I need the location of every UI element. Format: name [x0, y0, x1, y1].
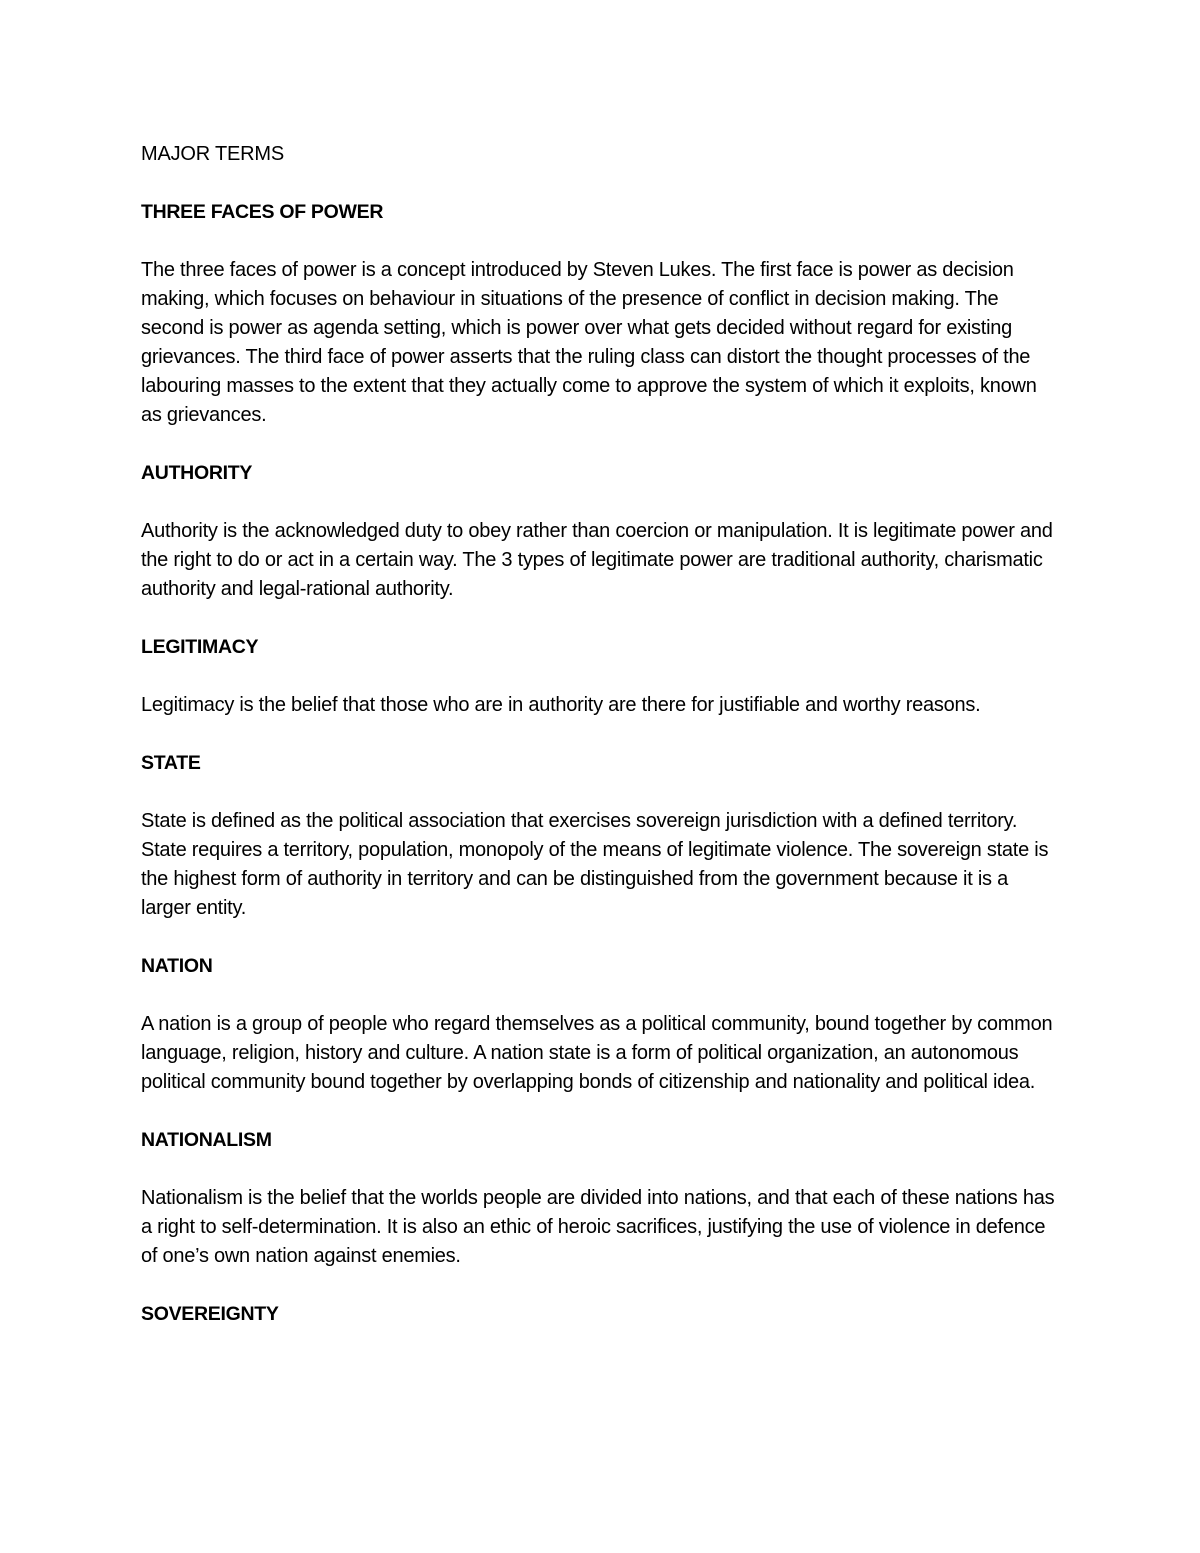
document-title: MAJOR TERMS	[141, 143, 284, 165]
term-definition: Legitimacy is the belief that those who are in authority are there for justifiable and worthy reasons.	[141, 694, 981, 716]
term-definition: The three faces of power is a concept introduced by Steven Lukes. The first face is power as decision making, which focuses on behaviour in situations of the presence of conflict in decision making. The second is power as agenda setting, which is power over what gets decided without regard for existing grievances. The third face of power asserts that the ruling class can distort the thought processes of the labouring masses to the extent that they actually come to approve the system of which it exploits, known as grievances.	[141, 259, 1037, 426]
section-state	[141, 749, 1061, 923]
section-authority	[141, 459, 1061, 604]
term-heading: NATIONALISM	[141, 1129, 272, 1151]
term-heading: LEGITIMACY	[141, 636, 259, 658]
term-definition: Nationalism is the belief that the worlds people are divided into nations, and that each of these nations has a right to self-determination. It is also an ethic of heroic sacrifices, justifying the use of violence in defence of one’s own nation against enemies.	[141, 1187, 1055, 1267]
section-nationalism	[141, 1126, 1061, 1271]
term-heading: AUTHORITY	[141, 462, 253, 484]
section-nation	[141, 952, 1061, 1097]
term-heading: STATE	[141, 752, 201, 774]
term-heading: NATION	[141, 955, 213, 977]
section-three-faces-of-power	[141, 198, 1061, 430]
section-legitimacy	[141, 633, 1061, 720]
document-page	[141, 140, 1061, 1358]
term-definition: State is defined as the political association that exercises sovereign jurisdiction with a defined territory. State requires a territory, population, monopoly of the means of legitimate violence. The sovereign state is the highest form of authority in territory and can be distinguished from the government because it is a larger entity.	[141, 810, 1049, 919]
term-heading: SOVEREIGNTY	[141, 1303, 279, 1325]
term-definition: Authority is the acknowledged duty to obey rather than coercion or manipulation. It is legitimate power and the right to do or act in a certain way. The 3 types of legitimate power are traditional authority, charismatic authority and legal-rational authority.	[141, 520, 1053, 600]
term-heading: THREE FACES OF POWER	[141, 201, 384, 223]
section-sovereignty	[141, 1300, 1061, 1329]
term-definition: A nation is a group of people who regard themselves as a political community, bound together by common language, religion, history and culture. A nation state is a form of political organization, an autonomous political community bound together by overlapping bonds of citizenship and nationality and political idea.	[141, 1013, 1053, 1093]
